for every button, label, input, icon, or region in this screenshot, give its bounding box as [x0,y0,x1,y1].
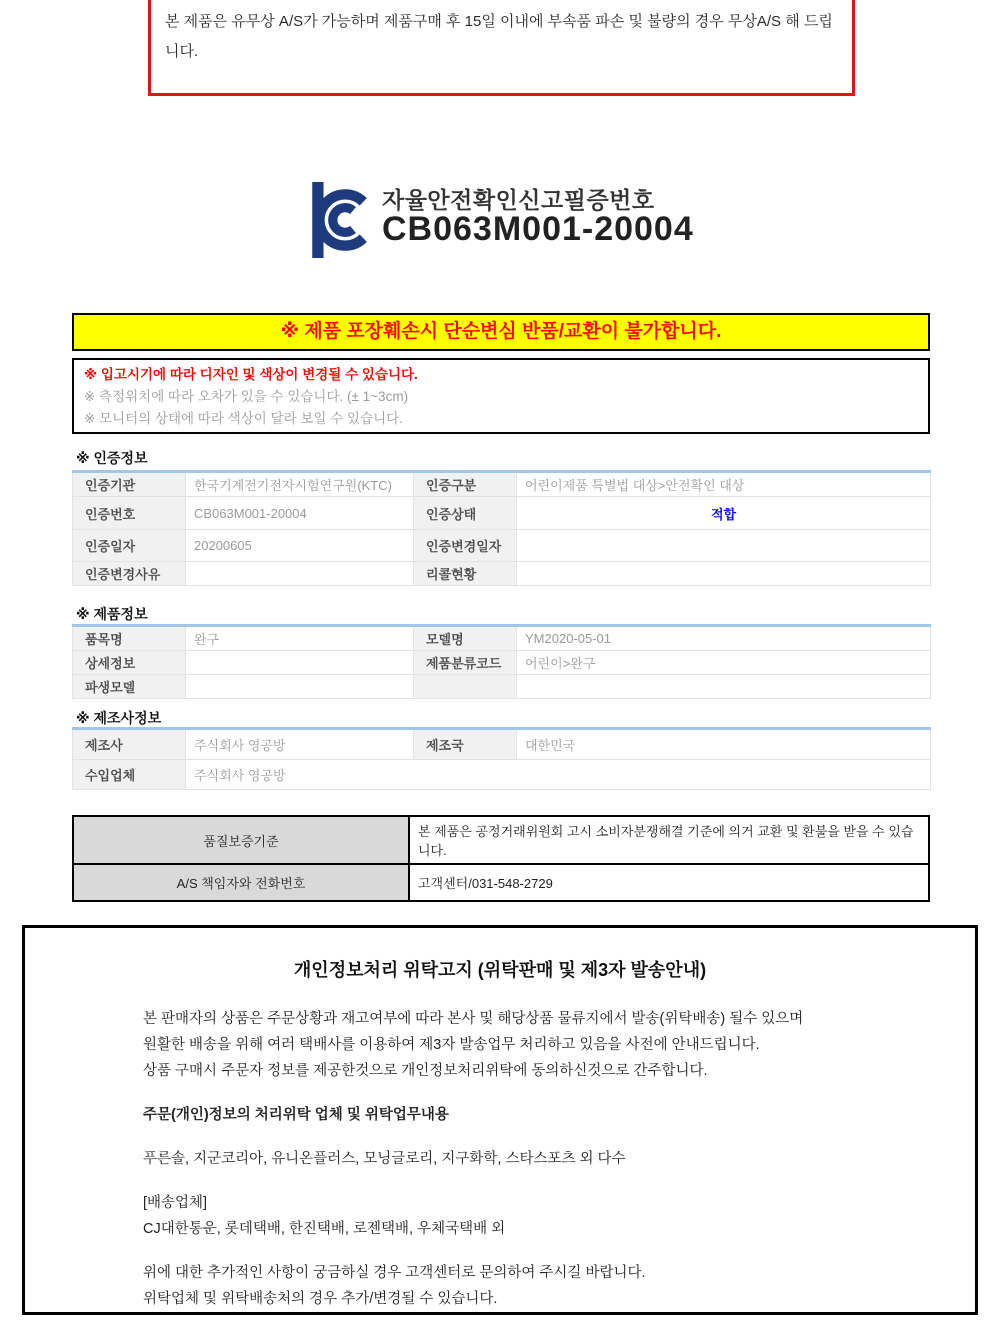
table-row [73,530,931,562]
note-design-change: ※ 입고시기에 따라 디자인 및 색상이 변경될 수 있습니다. [84,367,418,382]
maker-label: 제조사 [73,729,186,760]
product-category-label: 제품분류코드 [414,651,517,675]
cert-recall-value [517,562,931,586]
privacy-footer-line: 위에 대한 추가적인 사항이 궁금하실 경우 고객센터로 문의하여 주시길 바랍니다. [143,1265,646,1281]
maker-country-value: 대한민국 [517,729,931,760]
cert-type-value: 어린이제품 특별법 대상>안전확인 대상 [517,472,931,497]
note-monitor-color: ※ 모니터의 상태에 따라 색상이 달라 보일 수 있습니다. [84,411,403,426]
kc-cert-title: 자율안전확인신고필증번호 [382,187,655,213]
table-row [73,626,931,651]
quality-warranty-value: 본 제품은 공정거래위원회 고시 소비자분쟁해결 기준에 의거 교환 및 환불을 받을 수 있습니다. [409,816,929,864]
privacy-title: 개인정보처리 위탁고지 (위탁판매 및 제3자 발송안내) [293,960,707,980]
privacy-para-line: 본 판매자의 상품은 주문상황과 재고여부에 따라 본사 및 해당상품 물류지에서 발송(위탁배송) 될수 있으며 [143,1011,804,1027]
notes-box [72,358,930,434]
cert-status-label: 인증상태 [414,497,517,530]
product-info-table [72,624,931,699]
cert-number-label: 인증번호 [73,497,186,530]
cert-change-reason-label: 인증변경사유 [73,562,186,586]
product-model-label: 모델명 [414,626,517,651]
cert-status-value: 적합 [517,497,931,530]
table-row [73,472,931,497]
quality-as-value: 고객센터/031-548-2729 [409,864,929,901]
quality-warranty-label: 품질보증기준 [73,816,409,864]
no-return-warning-banner: ※ 제품 포장훼손시 단순변심 반품/교환이 불가합니다. [72,313,930,351]
cert-section-title: ※ 인증정보 [76,450,148,466]
product-item-value: 완구 [186,626,414,651]
product-category-value: 어린이>완구 [517,651,931,675]
privacy-para-line: 원활한 배송을 위해 여러 택배사를 이용하여 제3자 발송업무 처리하고 있음을 사전에 안내드립니다. [143,1037,760,1053]
product-empty-value [517,675,931,699]
product-derived-label: 파생모델 [73,675,186,699]
product-section-title: ※ 제품정보 [76,606,148,622]
privacy-companies: 푸른솔, 지군코리아, 유니온플러스, 모닝글로리, 지구화학, 스타스포츠 외 다수 [143,1151,626,1167]
kc-certification-block [312,180,732,260]
product-model-value: YM2020-05-01 [517,626,931,651]
table-row [73,497,931,530]
privacy-notice-box [22,925,978,1315]
product-detail-value [186,651,414,675]
maker-country-label: 제조국 [414,729,517,760]
table-row [73,760,931,790]
maker-importer-value: 주식회사 영공방 [186,760,931,790]
as-notice-box [148,0,855,96]
cert-change-date-value [517,530,931,562]
table-row [73,729,931,760]
table-row [73,864,929,901]
maker-value: 주식회사 영공방 [186,729,414,760]
product-derived-value [186,675,414,699]
cert-agency-label: 인증기관 [73,472,186,497]
cert-type-label: 인증구분 [414,472,517,497]
privacy-heading: 주문(개인)정보의 처리위탁 업체 및 위탁업무내용 [143,1107,449,1123]
quality-table [72,815,930,902]
quality-as-label: A/S 책임자와 전화번호 [73,864,409,901]
cert-date-label: 인증일자 [73,530,186,562]
note-measure-tolerance: ※ 측정위치에 따라 오차가 있을 수 있습니다. (± 1~3cm) [84,389,409,404]
cert-date-value: 20200605 [186,530,414,562]
cert-recall-label: 리콜현황 [414,562,517,586]
privacy-footer-line: 위탁업체 및 위탁배송처의 경우 추가/변경될 수 있습니다. [143,1291,498,1307]
table-row [73,562,931,586]
maker-info-table [72,727,931,790]
cert-number-value: CB063M001-20004 [186,497,414,530]
privacy-shippers-title: [배송업체] [143,1195,208,1211]
maker-section-title: ※ 제조사정보 [76,710,162,726]
product-empty-label [414,675,517,699]
as-notice-text: 본 제품은 유무상 A/S가 가능하며 제품구매 후 15일 이내에 부속품 파손 및 불량의 경우 무상A/S 해 드립니다. [165,13,833,60]
cert-agency-value: 한국기계전기전자시험연구원(KTC) [186,472,414,497]
cert-change-date-label: 인증변경일자 [414,530,517,562]
privacy-body [143,1006,945,1312]
cert-info-table [72,470,931,586]
product-detail-label: 상세정보 [73,651,186,675]
maker-importer-label: 수입업체 [73,760,186,790]
table-row [73,816,929,864]
privacy-shippers: CJ대한통운, 롯데택배, 한진택배, 로젠택배, 우체국택배 외 [143,1221,506,1237]
kc-cert-number: CB063M001-20004 [382,210,694,248]
privacy-para-line: 상품 구매시 주문자 정보를 제공한것으로 개인정보처리위탁에 동의하신것으로 간주합니다. [143,1063,708,1079]
cert-change-reason-value [186,562,414,586]
kc-mark-icon [312,182,370,258]
table-row [73,651,931,675]
product-item-label: 품목명 [73,626,186,651]
table-row [73,675,931,699]
